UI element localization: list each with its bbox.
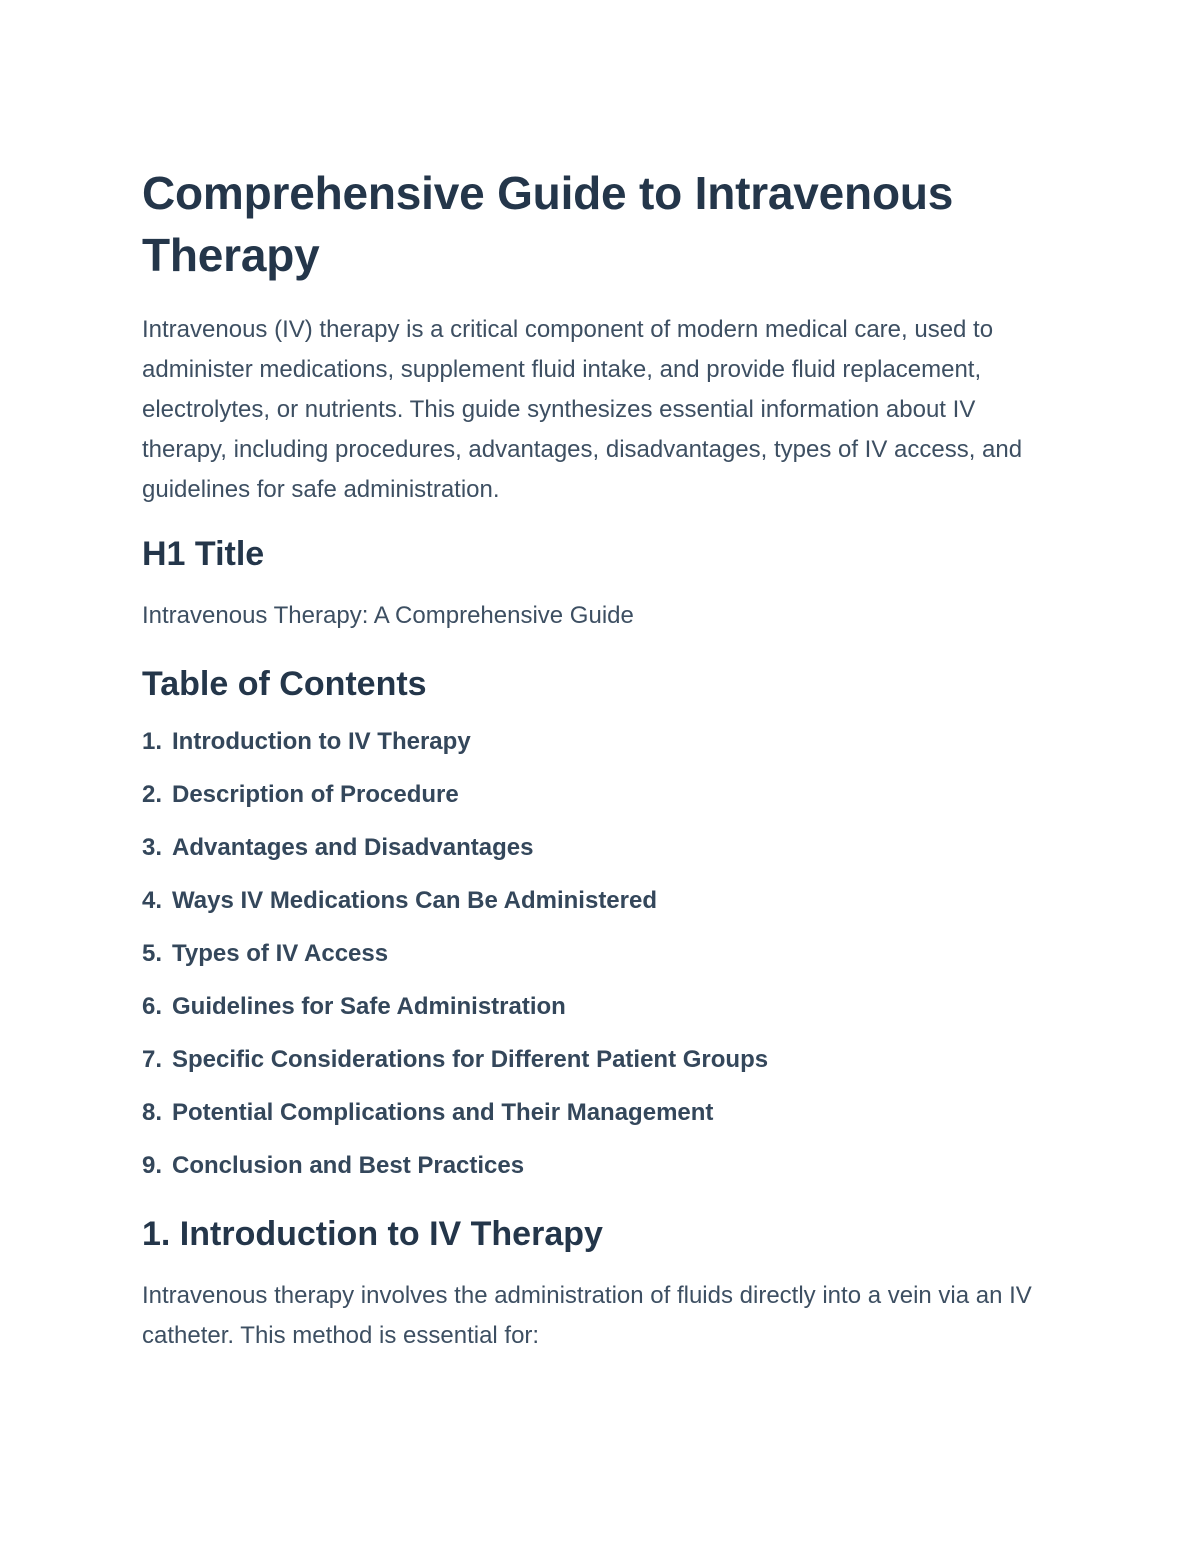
intro-paragraph: Intravenous (IV) therapy is a critical component of modern medical care, used to administer medications, supplement fluid intake, and provide fluid replacement, electrolytes, or nutrients. This guide synthesizes essential information about IV therapy, including procedures, advantages, disadvantages, types of IV access, and guidelines for safe administration.	[142, 316, 1023, 503]
toc-heading: Table of Contents	[142, 665, 427, 703]
toc-item-label: Ways IV Medications Can Be Administered	[172, 887, 658, 914]
document-page	[142, 162, 1062, 1356]
section-1-paragraph: Intravenous therapy involves the administration of fluids directly into a vein via an IV catheter. This method is essential for:	[142, 1282, 1032, 1349]
toc-item-label: Types of IV Access	[172, 940, 389, 967]
toc-item-label: Potential Complications and Their Management	[172, 1099, 714, 1126]
toc-item	[142, 832, 1062, 864]
toc-item-number: 7.	[142, 1046, 163, 1073]
toc-item	[142, 1044, 1062, 1076]
toc-item-label: Conclusion and Best Practices	[172, 1152, 525, 1179]
toc-item-number: 9.	[142, 1152, 163, 1179]
toc-item-label: Description of Procedure	[172, 781, 459, 808]
toc-item	[142, 1097, 1062, 1129]
toc-item-number: 5.	[142, 940, 163, 967]
toc-item	[142, 885, 1062, 917]
table-of-contents	[142, 726, 1062, 1182]
toc-item	[142, 991, 1062, 1023]
toc-item-label: Advantages and Disadvantages	[172, 834, 534, 861]
toc-item	[142, 938, 1062, 970]
toc-item-number: 2.	[142, 781, 163, 808]
toc-item	[142, 1150, 1062, 1182]
toc-item-label: Guidelines for Safe Administration	[172, 993, 566, 1020]
h1-title-heading: H1 Title	[142, 535, 265, 573]
toc-item-number: 3.	[142, 834, 163, 861]
toc-item-number: 4.	[142, 887, 163, 914]
toc-item-label: Introduction to IV Therapy	[172, 728, 471, 755]
toc-item	[142, 779, 1062, 811]
toc-item-number: 6.	[142, 993, 163, 1020]
toc-item-label: Specific Considerations for Different Patient Groups	[172, 1046, 769, 1073]
h1-title-value: Intravenous Therapy: A Comprehensive Guide	[142, 602, 634, 629]
toc-item	[142, 726, 1062, 758]
document-title: Comprehensive Guide to Intravenous Therapy	[142, 167, 954, 281]
toc-item-number: 8.	[142, 1099, 163, 1126]
section-1-heading: 1. Introduction to IV Therapy	[142, 1215, 603, 1253]
toc-item-number: 1.	[142, 728, 163, 755]
